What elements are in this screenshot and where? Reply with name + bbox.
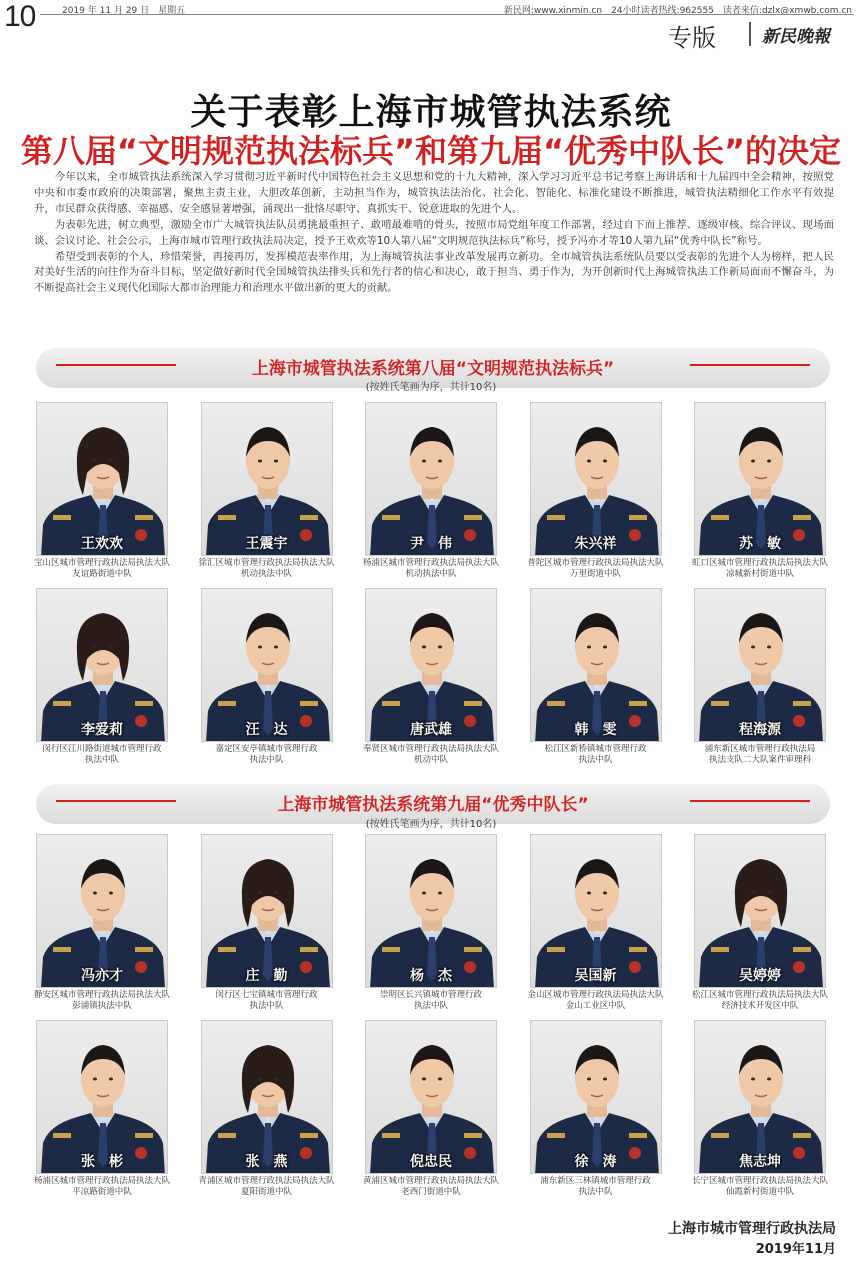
honoree-card (33, 402, 170, 582)
honoree-unit (355, 1176, 507, 1198)
honoree-photo (530, 834, 662, 988)
honoree-card (201, 834, 333, 1014)
honoree-card (530, 1020, 662, 1200)
unit-line-1: 嘉定区安亭镇城市管理行政 (215, 744, 318, 754)
unit-line-1: 松江区城市管理行政执法局执法大队 (691, 990, 828, 1000)
unit-line-1: 杨浦区城市管理行政执法局执法大队 (33, 1176, 170, 1186)
paragraph: 希望受到表彰的个人，珍惜荣誉，再接再厉，发挥模范表率作用，为上海城管执法事业改革发展再立新功。全市城管执法系统队员要以受表彰的先进个人为榜样，把人民对美好生活的向往作为奋斗目标，坚定做好新时代全国城管执法排头兵和先行者的信心和决心，敢于担当、勇于作为，为开创新时代上海城管执法工作新局面而不懈奋斗，为不断提高社会主义现代化国际大都市治理能力和治理水平做出新的更大的贡献。 (34, 250, 834, 295)
honoree-name: 朱兴祥 (574, 536, 617, 552)
unit-line-1: 长宁区城市管理行政执法局执法大队 (691, 1176, 828, 1186)
unit-line-2: 夏阳街道中队 (240, 1187, 292, 1197)
paragraph: 为表彰先进，树立典型，激励全市广大城管执法队员勇挑最重担子、敢啃最难啃的骨头，按照市局党组年度工作部署，经过自下而上推荐、逐级审核、综合评议、现场面谈、会议讨论、社会公示，上海市城市管理行政执法局决定，授予王欢欢等10人第八届“文明规范执法标兵”称号，授予冯亦才等10人第九届“优秀中队长”称号。 (34, 218, 834, 247)
honoree-name: 冯亦才 (81, 968, 123, 984)
honoree-photo (36, 834, 168, 988)
honoree-photo (694, 834, 826, 988)
honoree-unit (191, 744, 343, 766)
honoree-name: 吴国新 (574, 968, 617, 984)
honoree-name: 庄 勤 (245, 968, 288, 984)
honoree-name: 徐 涛 (574, 1154, 617, 1170)
honoree-name: 程海源 (739, 722, 781, 738)
unit-line-2: 仙霞新村街道中队 (725, 1187, 794, 1197)
honoree-unit (355, 990, 507, 1012)
newspaper-logo: 新民晚報 (762, 27, 830, 47)
honoree-unit (520, 744, 672, 766)
honoree-name: 王震宇 (245, 536, 288, 552)
paragraph: 今年以来，全市城管执法系统深入学习贯彻习近平新时代中国特色社会主义思想和党的十九大精神，深入学习习近平总书记考察上海讲话和十九届四中全会精神，按照党中央和市委市政府的决策部署，聚焦主责主业，大胆改革创新，主动担当作为，城管执法法治化、社会化、智能化、标准化建设不断推进，城管执法精细化工作水平有效提升，市民群众获得感、幸福感、安全感显著增强，涌现出一批恪尽职守、真抓实干、锐意进取的先进个人。 (34, 171, 834, 215)
unit-line-2: 金山工业区中队 (565, 1001, 626, 1011)
unit-line-2: 凉城新村街道中队 (725, 569, 794, 579)
section-title-1: 上海市城管执法系统第八届“文明规范执法标兵” (251, 359, 615, 379)
unit-line-2: 执法中队 (249, 755, 284, 765)
header-rule (40, 14, 854, 15)
unit-line-2: 经济技术开发区中队 (721, 1001, 799, 1011)
unit-line-1: 黄浦区城市管理行政执法局执法大队 (362, 1176, 499, 1186)
honoree-card (365, 834, 497, 1014)
honoree-card (527, 834, 664, 1014)
unit-line-1: 闵行区江川路街道城市管理行政 (42, 744, 162, 754)
honoree-card (198, 402, 335, 582)
banner-rule-right (690, 364, 810, 366)
page-header (0, 0, 862, 62)
honoree-photo (530, 402, 662, 556)
honoree-card (527, 402, 664, 582)
unit-line-2: 万里街道中队 (569, 569, 621, 579)
honoree-card (36, 588, 168, 768)
section-title-2: 上海市城管执法系统第九届“优秀中队长” (277, 795, 589, 815)
honoree-photo (694, 402, 826, 556)
honoree-name: 李爱莉 (81, 722, 123, 738)
unit-line-2: 执法中队 (84, 755, 119, 765)
honoree-photo (694, 1020, 826, 1174)
honoree-photo (365, 588, 497, 742)
honoree-unit (355, 558, 507, 580)
honoree-photo (694, 588, 826, 742)
honoree-name: 尹 伟 (410, 536, 452, 552)
unit-line-1: 崇明区长兴镇城市管理行政 (379, 990, 482, 1000)
honoree-unit (684, 1176, 836, 1198)
honoree-photo (530, 1020, 662, 1174)
unit-line-2: 平凉路街道中队 (72, 1187, 132, 1197)
unit-line-2: 执法中队 (578, 1187, 613, 1197)
honoree-unit (684, 744, 836, 766)
honoree-grid-2 (33, 834, 828, 1214)
honoree-unit (26, 558, 178, 580)
unit-line-1: 闵行区七宝镇城市管理行政 (215, 990, 318, 1000)
honoree-card (33, 1020, 170, 1200)
article-body (34, 170, 834, 297)
honoree-name: 唐武雄 (410, 722, 452, 738)
unit-line-1: 静安区城市管理行政执法局执法大队 (33, 990, 170, 1000)
honoree-unit (26, 1176, 178, 1198)
honoree-card (694, 588, 826, 768)
sub-headline: 第八届“文明规范执法标兵”和第九届“优秀中队长”的决定 (20, 132, 842, 170)
headline: 关于表彰上海市城管执法系统 (190, 92, 672, 133)
honoree-photo (36, 1020, 168, 1174)
honoree-unit (684, 558, 836, 580)
unit-line-2: 友谊路街道中队 (72, 569, 132, 579)
unit-line-1: 奉贤区城市管理行政执法局执法大队 (362, 744, 499, 754)
section-note-1: (按姓氏笔画为序，共计10名) (365, 382, 497, 393)
honoree-photo (530, 588, 662, 742)
unit-line-1: 虹口区城市管理行政执法局执法大队 (691, 558, 828, 568)
unit-line-2: 彭浦镇执法中队 (72, 1001, 132, 1011)
honoree-card (691, 1020, 828, 1200)
honoree-unit (26, 744, 178, 766)
honoree-name: 倪忠民 (410, 1154, 452, 1170)
honoree-unit (355, 744, 507, 766)
banner-rule-right (690, 800, 810, 802)
honoree-unit (520, 558, 672, 580)
page-number: 10 (4, 0, 36, 33)
unit-line-2: 执法支队二大队案件审理科 (708, 755, 811, 765)
section-note-2: (按姓氏笔画为序，共计10名) (365, 819, 497, 830)
honoree-photo (201, 834, 333, 988)
unit-line-2: 执法中队 (578, 755, 613, 765)
unit-line-1: 宝山区城市管理行政执法局执法大队 (33, 558, 170, 568)
unit-line-1: 浦东新区三林镇城市管理行政 (540, 1176, 651, 1186)
honoree-card (530, 588, 662, 768)
unit-line-2: 机动中队 (413, 755, 448, 765)
honoree-unit (191, 1176, 343, 1198)
contact-info: 新民网:www.xinmin.cn 24小时读者热线:962555 读者来信:dzlx@xmwb.com.cn (503, 6, 852, 16)
unit-line-1: 青浦区城市管理行政执法局执法大队 (198, 1176, 335, 1186)
unit-line-1: 松江区新桥镇城市管理行政 (544, 744, 647, 754)
honoree-photo (365, 1020, 497, 1174)
issuing-organization: 上海市城市管理行政执法局 (668, 1221, 836, 1237)
honoree-photo (201, 1020, 333, 1174)
honoree-grid-1 (33, 402, 828, 782)
honoree-photo (201, 402, 333, 556)
honoree-name: 张 燕 (245, 1154, 288, 1170)
unit-line-2: 机动执法中队 (240, 569, 292, 579)
honoree-photo (36, 588, 168, 742)
section-label: 专版 (668, 24, 716, 52)
unit-line-2: 机动执法中队 (405, 569, 457, 579)
issue-signature-date: 2019年11月 (755, 1242, 836, 1257)
honoree-name: 张 彬 (81, 1154, 123, 1170)
honoree-unit (520, 1176, 672, 1198)
honoree-photo (365, 834, 497, 988)
honoree-unit (684, 990, 836, 1012)
unit-line-1: 徐汇区城市管理行政执法局执法大队 (198, 558, 335, 568)
honoree-photo (36, 402, 168, 556)
unit-line-1: 普陀区城市管理行政执法局执法大队 (527, 558, 664, 568)
honoree-card (691, 402, 828, 582)
issue-date: 2019 年 11 月 29 日 星期五 (62, 6, 186, 16)
unit-line-1: 浦东新区城市管理行政执法局 (704, 744, 816, 754)
unit-line-2: 执法中队 (249, 1001, 284, 1011)
honoree-card (362, 402, 499, 582)
unit-line-1: 杨浦区城市管理行政执法局执法大队 (362, 558, 499, 568)
honoree-photo (201, 588, 333, 742)
unit-line-1: 金山区城市管理行政执法局执法大队 (527, 990, 664, 1000)
honoree-name: 韩 雯 (574, 722, 617, 738)
honoree-name: 吴婷婷 (739, 968, 781, 984)
header-divider (749, 22, 751, 46)
unit-line-2: 执法中队 (413, 1001, 448, 1011)
honoree-unit (520, 990, 672, 1012)
honoree-unit (26, 990, 178, 1012)
honoree-name: 焦志坤 (739, 1154, 781, 1170)
honoree-name: 汪 达 (245, 722, 288, 738)
unit-line-2: 老西门街道中队 (401, 1187, 461, 1197)
honoree-card (33, 834, 170, 1014)
honoree-card (362, 1020, 499, 1200)
honoree-name: 杨 杰 (410, 968, 452, 984)
honoree-name: 苏 敏 (739, 536, 781, 552)
honoree-card (691, 834, 828, 1014)
honoree-unit (191, 558, 343, 580)
honoree-card (201, 588, 333, 768)
honoree-unit (191, 990, 343, 1012)
honoree-card (362, 588, 499, 768)
honoree-name: 王欢欢 (81, 536, 123, 552)
honoree-photo (365, 402, 497, 556)
honoree-card (198, 1020, 335, 1200)
